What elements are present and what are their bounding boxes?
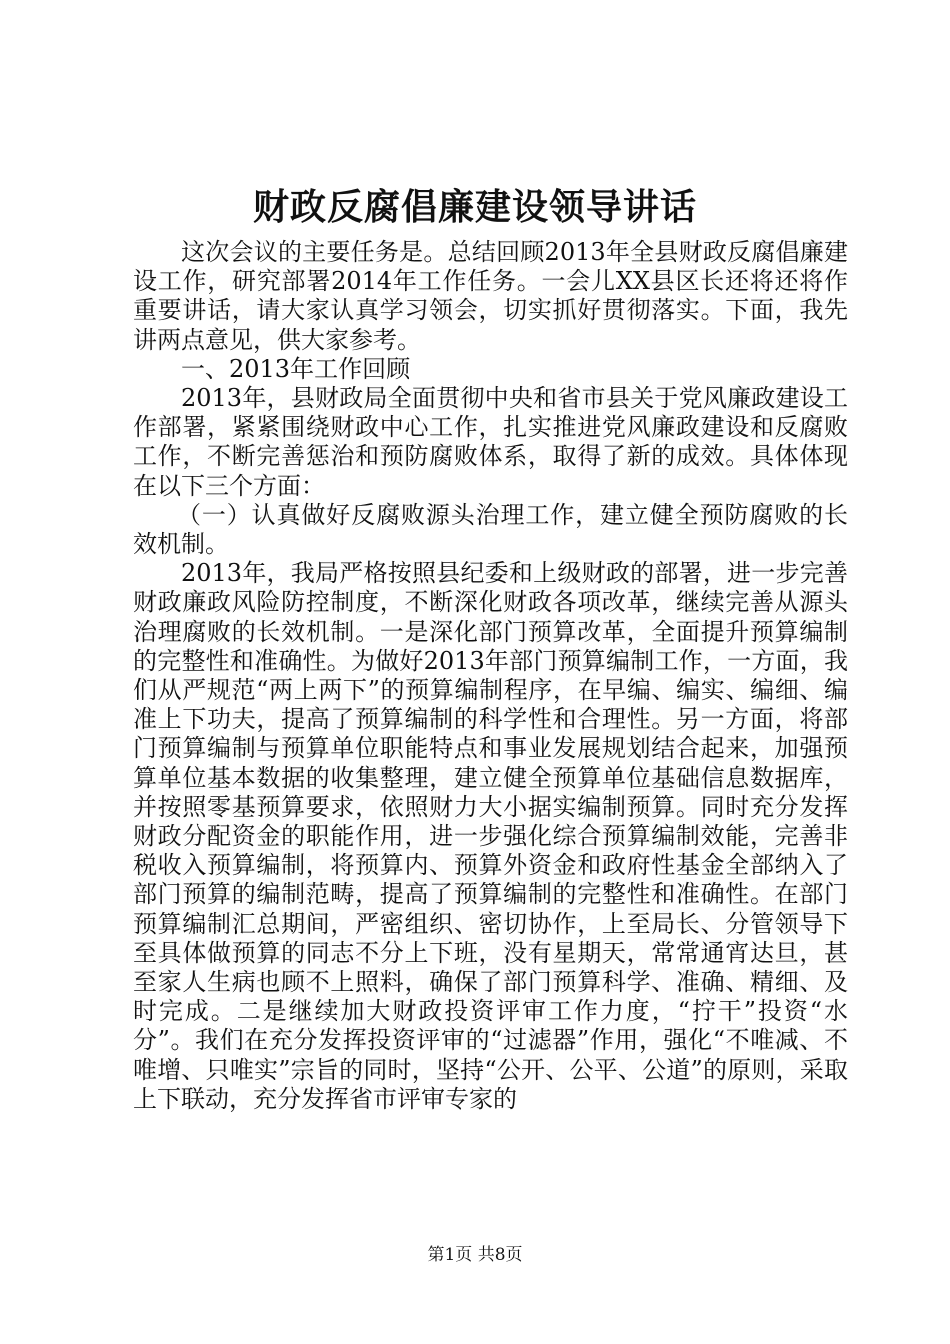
paragraph-intro: 这次会议的主要任务是。总结回顾2013年全县财政反腐倡廉建设工作，研究部署2014年工作任务。一会儿XX县区长还将还将作重要讲话，请大家认真学习领会，切实抓好贯彻落实。下面，我先讲两点意见，供大家参考。	[133, 238, 848, 354]
paragraph-budget-reform: 2013年，我局严格按照县纪委和上级财政的部署，进一步完善财政廉政风险防控制度，不断深化财政各项改革，继续完善从源头治理腐败的长效机制。一是深化部门预算改革，全面提升预算编制的完整性和准确性。为做好2013年部门预算编制工作，一方面，我们从严规范“两上两下”的预算编制程序，在早编、编实、编细、编准上下功夫，提高了预算编制的科学性和合理性。另一方面，将部门预算编制与预算单位职能特点和事业发展规划结合起来，加强预算单位基本数据的收集整理，建立健全预算单位基础信息数据库，并按照零基预算要求，依照财力大小据实编制预算。同时充分发挥财政分配资金的职能作用，进一步强化综合预算编制效能，完善非税收入预算编制，将预算内、预算外资金和政府性基金全部纳入了部门预算的编制范畴，提高了预算编制的完整性和准确性。在部门预算编制汇总期间，严密组织、密切协作，上至局长、分管领导下至具体做预算的同志不分上下班，没有星期天，常常通宵达旦，甚至家人生病也顾不上照料，确保了部门预算科学、准确、精细、及时完成。二是继续加大财政投资评审工作力度，“拧干”投资“水分”。我们在充分发挥投资评审的“过滤器”作用，强化“不唯减、不唯增、只唯实”宗旨的同时，坚持“公开、公平、公道”的原则，采取上下联动，充分发挥省市评审专家的	[133, 559, 848, 1113]
subsection-heading-1: （一）认真做好反腐败源头治理工作，建立健全预防腐败的长效机制。	[133, 500, 848, 559]
section-heading-review: 一、2013年工作回顾	[181, 354, 411, 383]
document-body	[133, 238, 848, 1114]
page-title: 财政反腐倡廉建设领导讲话	[252, 187, 697, 228]
paragraph-overview: 2013年，县财政局全面贯彻中央和省市县关于党风廉政建设工作部署，紧紧围绕财政中心工作，扎实推进党风廉政建设和反腐败工作，不断完善惩治和预防腐败体系，取得了新的成效。具体体现在以下三个方面：	[133, 384, 848, 500]
page-number-footer: 第1页 共8页	[427, 1245, 523, 1265]
